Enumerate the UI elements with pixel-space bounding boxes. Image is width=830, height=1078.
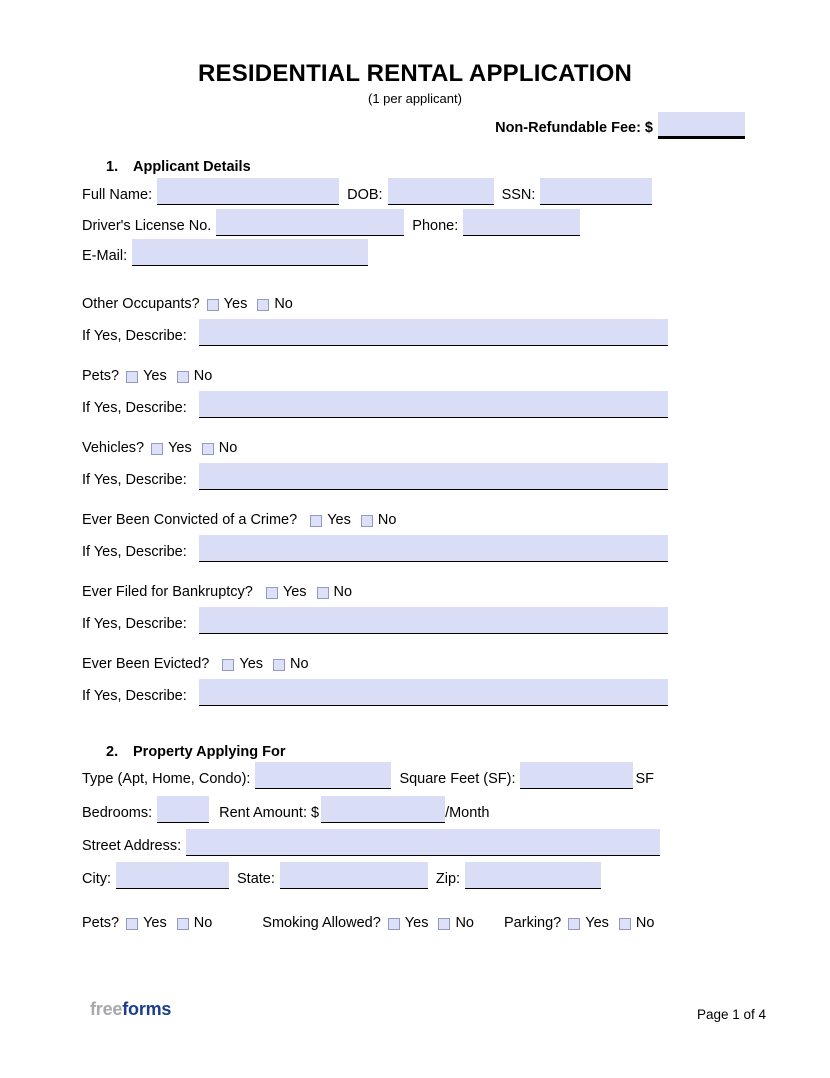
drivers-license-label: Driver's License No. [82,218,212,234]
crime-no-label: No [377,512,397,528]
parking-no-checkbox[interactable] [619,918,631,930]
email-input[interactable] [132,239,368,266]
email-label: E-Mail: [82,248,128,264]
state-label: State: [237,871,275,887]
parking-yes-checkbox[interactable] [568,918,580,930]
section-2-title: Property Applying For [133,744,286,760]
property-pets-question [82,915,212,931]
occupants-yes-label: Yes [223,296,248,312]
state-input[interactable] [280,862,428,889]
property-options-row [82,915,830,931]
fee-label: Non-Refundable Fee: $ [495,120,653,136]
parking-label: Parking? [504,915,562,931]
evicted-no-label: No [290,656,309,672]
bedrooms-label: Bedrooms: [82,805,153,821]
freeforms-logo [90,999,171,1020]
crime-no-checkbox[interactable] [361,515,373,527]
page-title: RESIDENTIAL RENTAL APPLICATION [197,60,632,87]
rent-amount-input[interactable] [321,796,445,823]
pets-no-label: No [193,368,213,384]
phone-label: Phone: [412,218,459,234]
crime-describe-row [82,535,668,562]
property-type-row [82,762,830,789]
bankruptcy-yes-checkbox[interactable] [266,587,278,599]
property-pets-no-checkbox[interactable] [177,918,189,930]
pets-no-checkbox[interactable] [177,371,189,383]
crime-describe-input[interactable] [199,535,668,562]
other-occupants-label: Other Occupants? [82,296,200,312]
drivers-license-input[interactable] [216,209,404,236]
crime-question [82,512,830,528]
vehicles-describe-label: If Yes, Describe: [82,472,187,488]
street-address-row [82,829,660,856]
pets-label: Pets? [82,368,120,384]
phone-input[interactable] [463,209,580,236]
bedrooms-rent-row [82,796,830,823]
smoking-label: Smoking Allowed? [262,915,381,931]
vehicles-describe-input[interactable] [199,463,668,490]
occupants-no-checkbox[interactable] [257,299,269,311]
vehicles-question [82,440,830,456]
fee-input[interactable] [658,112,745,139]
square-feet-label: Square Feet (SF): [399,771,516,787]
crime-yes-checkbox[interactable] [310,515,322,527]
evicted-describe-label: If Yes, Describe: [82,688,187,704]
street-address-input[interactable] [186,829,660,856]
crime-label: Ever Been Convicted of a Crime? [82,512,298,528]
bankruptcy-yes-label: Yes [282,584,307,600]
occupants-describe-row [82,319,668,346]
dob-input[interactable] [388,178,494,205]
smoking-yes-checkbox[interactable] [388,918,400,930]
crime-yes-label: Yes [327,512,351,528]
parking-question [504,915,654,931]
pets-yes-checkbox[interactable] [126,371,138,383]
vehicles-label: Vehicles? [82,440,145,456]
full-name-row [82,178,830,205]
page-indicator: Page 1 of 4 [696,1007,766,1022]
vehicles-no-label: No [218,440,238,456]
evicted-question [82,656,830,672]
occupants-yes-checkbox[interactable] [207,299,219,311]
pets-describe-input[interactable] [199,391,668,418]
zip-label: Zip: [435,871,461,887]
section-2-heading [106,744,830,760]
section-2-number: 2. [106,744,119,760]
drivers-license-row [82,209,830,236]
occupants-no-label: No [274,296,293,312]
parking-no-label: No [635,915,655,931]
city-input[interactable] [116,862,229,889]
city-label: City: [82,871,111,887]
vehicles-describe-row [82,463,668,490]
parking-yes-label: Yes [585,915,609,931]
section-1-number: 1. [106,159,119,175]
vehicles-no-checkbox[interactable] [202,443,214,455]
occupants-describe-input[interactable] [199,319,668,346]
sf-suffix-label: SF [635,771,655,787]
full-name-label: Full Name: [82,187,153,203]
per-month-label: /Month [445,805,490,821]
property-type-input[interactable] [255,762,391,789]
smoking-no-checkbox[interactable] [438,918,450,930]
evicted-yes-label: Yes [239,656,264,672]
other-occupants-question [82,296,830,312]
bankruptcy-describe-label: If Yes, Describe: [82,616,187,632]
bankruptcy-label: Ever Filed for Bankruptcy? [82,584,253,600]
section-1-heading [106,159,830,175]
pets-question [82,368,830,384]
evicted-yes-checkbox[interactable] [222,659,234,671]
logo-forms-text: forms [122,999,172,1019]
crime-describe-label: If Yes, Describe: [82,544,187,560]
vehicles-yes-label: Yes [168,440,192,456]
smoking-question [262,915,474,931]
fee-row [0,112,830,139]
vehicles-yes-checkbox[interactable] [151,443,163,455]
smoking-yes-label: Yes [404,915,429,931]
zip-input[interactable] [465,862,601,889]
smoking-no-label: No [455,915,474,931]
property-pets-no-label: No [193,915,213,931]
bankruptcy-question [82,584,830,600]
ssn-label: SSN: [501,187,536,203]
evicted-label: Ever Been Evicted? [82,656,210,672]
property-pets-yes-checkbox[interactable] [126,918,138,930]
logo-free-text: free [90,999,123,1019]
square-feet-input[interactable] [520,762,633,789]
pets-yes-label: Yes [143,368,167,384]
city-state-zip-row [82,862,830,889]
bankruptcy-describe-row [82,607,668,634]
email-row [82,239,830,266]
street-address-label: Street Address: [82,838,182,854]
evicted-describe-input[interactable] [199,679,668,706]
bankruptcy-no-label: No [333,584,353,600]
property-pets-label: Pets? [82,915,120,931]
bankruptcy-no-checkbox[interactable] [317,587,329,599]
dob-label: DOB: [347,187,383,203]
bankruptcy-describe-input[interactable] [199,607,668,634]
ssn-input[interactable] [540,178,652,205]
full-name-input[interactable] [157,178,339,205]
page-subtitle: (1 per applicant) [368,91,462,106]
property-type-label: Type (Apt, Home, Condo): [82,771,251,787]
rent-amount-label: Rent Amount: $ [219,805,320,821]
evicted-no-checkbox[interactable] [273,659,285,671]
bedrooms-input[interactable] [157,796,209,823]
pets-describe-label: If Yes, Describe: [82,400,187,416]
property-pets-yes-label: Yes [143,915,167,931]
section-1-title: Applicant Details [133,159,251,175]
pets-describe-row [82,391,668,418]
evicted-describe-row [82,679,668,706]
occupants-describe-label: If Yes, Describe: [82,328,187,344]
